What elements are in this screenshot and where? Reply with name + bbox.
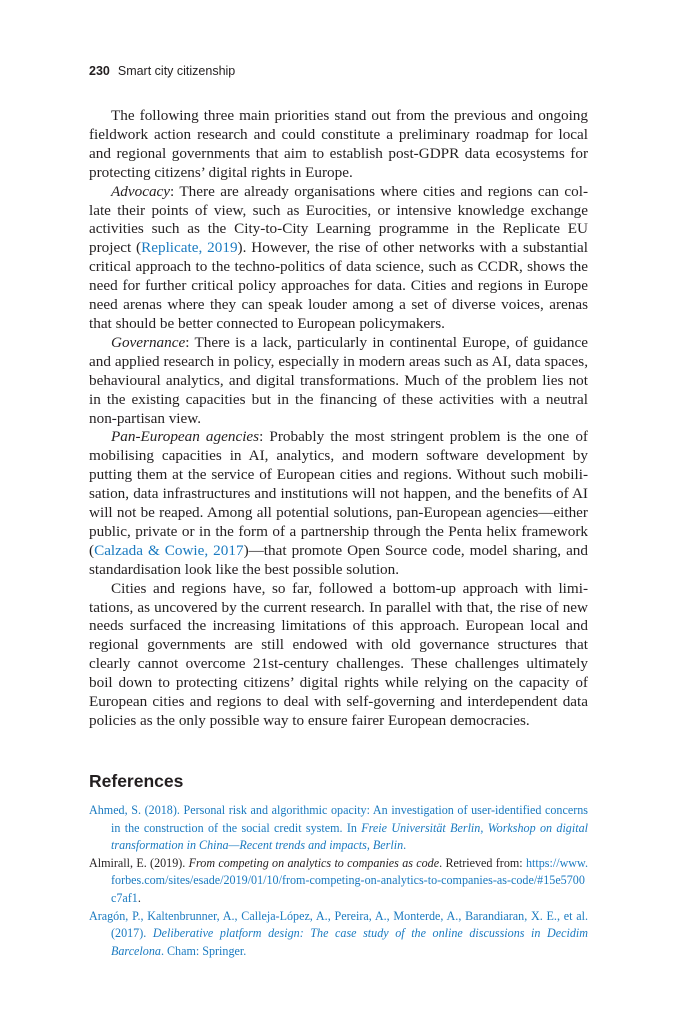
ref-ahmed-text: Ahmed, S. (2018). Personal risk and algorithmic opacity: An investigation of user-identified concerns in the construction of the social credit system. In — [89, 803, 588, 835]
page-number: 230 — [89, 64, 110, 78]
advocacy-text-b: ). However, the rise of other networks with a substantial critical approach to the techno-politics of data science, such as CCDR, shows the need for further critical policy approaches for data. Cities and regions in Europe need arenas where they can speak louder among a set of diverse voices, arenas that should be better connected to European policymakers. — [89, 239, 588, 332]
references-heading: References — [89, 771, 184, 791]
paragraph-governance — [89, 334, 588, 429]
reference-aragon[interactable] — [89, 908, 588, 961]
ref-almirall-title: From competing on analytics to companies as code — [188, 855, 440, 870]
citation-link-replicate[interactable]: Replicate, 2019 — [141, 239, 238, 257]
paragraph-conclusion: Cities and regions have, so far, followed a bottom-up approach with limitations, as uncovered by the current research. In parallel with that, the rise of new needs surfaced the increasing limitations of this approach. European local and regional governments are still endowed with old governance structures that clearly cannot overcome 21st-century challenges. These challenges ultimately boil down to protecting citizens’ digital rights while relying on the capacity of European cities and regions to deal with self-governing and interdependent data policies as the only possible way to ensure fairer European democracies. — [89, 579, 588, 729]
ref-almirall-end: . — [137, 890, 141, 905]
running-head — [89, 64, 235, 78]
term-advocacy: Advocacy — [111, 182, 171, 200]
reference-ahmed[interactable] — [89, 802, 588, 855]
paragraph-agencies — [89, 428, 588, 579]
agencies-text-b: )—that promote Open Source code, model sharing, and standardisation look like the best possible solution. — [89, 541, 588, 578]
running-head-title: Smart city citizenship — [117, 64, 236, 78]
ref-aragon-text: Aragón, P., Kaltenbrunner, A., Calleja-López, A., Pereira, A., Monterde, A., Barandiaran, X. E., et al. (2017). — [89, 908, 588, 941]
ref-ahmed-title: Freie Universität Berlin, Workshop on digital transformation in China—Recent trends and impacts, Berlin — [111, 820, 588, 853]
ref-almirall-retrieved: . Retrieved from: — [439, 855, 526, 870]
agencies-text-a: : Probably the most stringent problem is the one of mobilising capacities in AI, analytics, and modern software development by putting them at the service of European cities and regions. Without such mobilisation, data infrastructures and institutions will not happen, and the benefits of AI will not be reaped. Among all potential solutions, pan-European agencies—either public, private or in the form of a partnership through the Penta helix framework ( — [89, 428, 588, 559]
body-text — [89, 107, 588, 731]
reference-list — [89, 802, 588, 960]
citation-link-calzada[interactable]: Calzada & Cowie, 2017 — [94, 541, 244, 559]
ref-aragon-end: . Cham: Springer. — [160, 943, 247, 958]
advocacy-text-a: : There are already organisations where cities and regions can collate their points of view, such as Eurocities, or intensive knowledge exchange activities such as the City-to-City Learning programme in the Replicate EU project ( — [89, 182, 588, 257]
reference-almirall — [89, 855, 588, 908]
ref-ahmed-end: . — [403, 838, 407, 853]
ref-almirall-text: Almirall, E. (2019). — [89, 855, 189, 870]
paragraph-intro: The following three main priorities stand out from the previous and ongoing fieldwork action research and could constitute a preliminary roadmap for local and regional governments that aim to establish post-GDPR data ecosystems for protecting citizens’ digital rights in Europe. — [89, 107, 588, 181]
ref-almirall-url[interactable]: https://www.forbes.com/sites/esade/2019/01/10/from-competing-on-analytics-to-companies-as-code/#15e5700c7af1 — [111, 855, 589, 905]
term-agencies: Pan-European agencies — [111, 428, 260, 446]
governance-text: : There is a lack, particularly in continental Europe, of guidance and applied research in policy, especially in modern areas such as AI, data spaces, behavioural analytics, and digital transformations. Much of the problem lies not in the existing capacities but in the financing of these activities with a neutral non-partisan view. — [89, 333, 588, 427]
paragraph-advocacy — [89, 183, 588, 334]
term-governance: Governance — [111, 333, 186, 351]
ref-aragon-title: Deliberative platform design: The case study of the online discussions in Decidim Barcelona — [111, 926, 589, 958]
